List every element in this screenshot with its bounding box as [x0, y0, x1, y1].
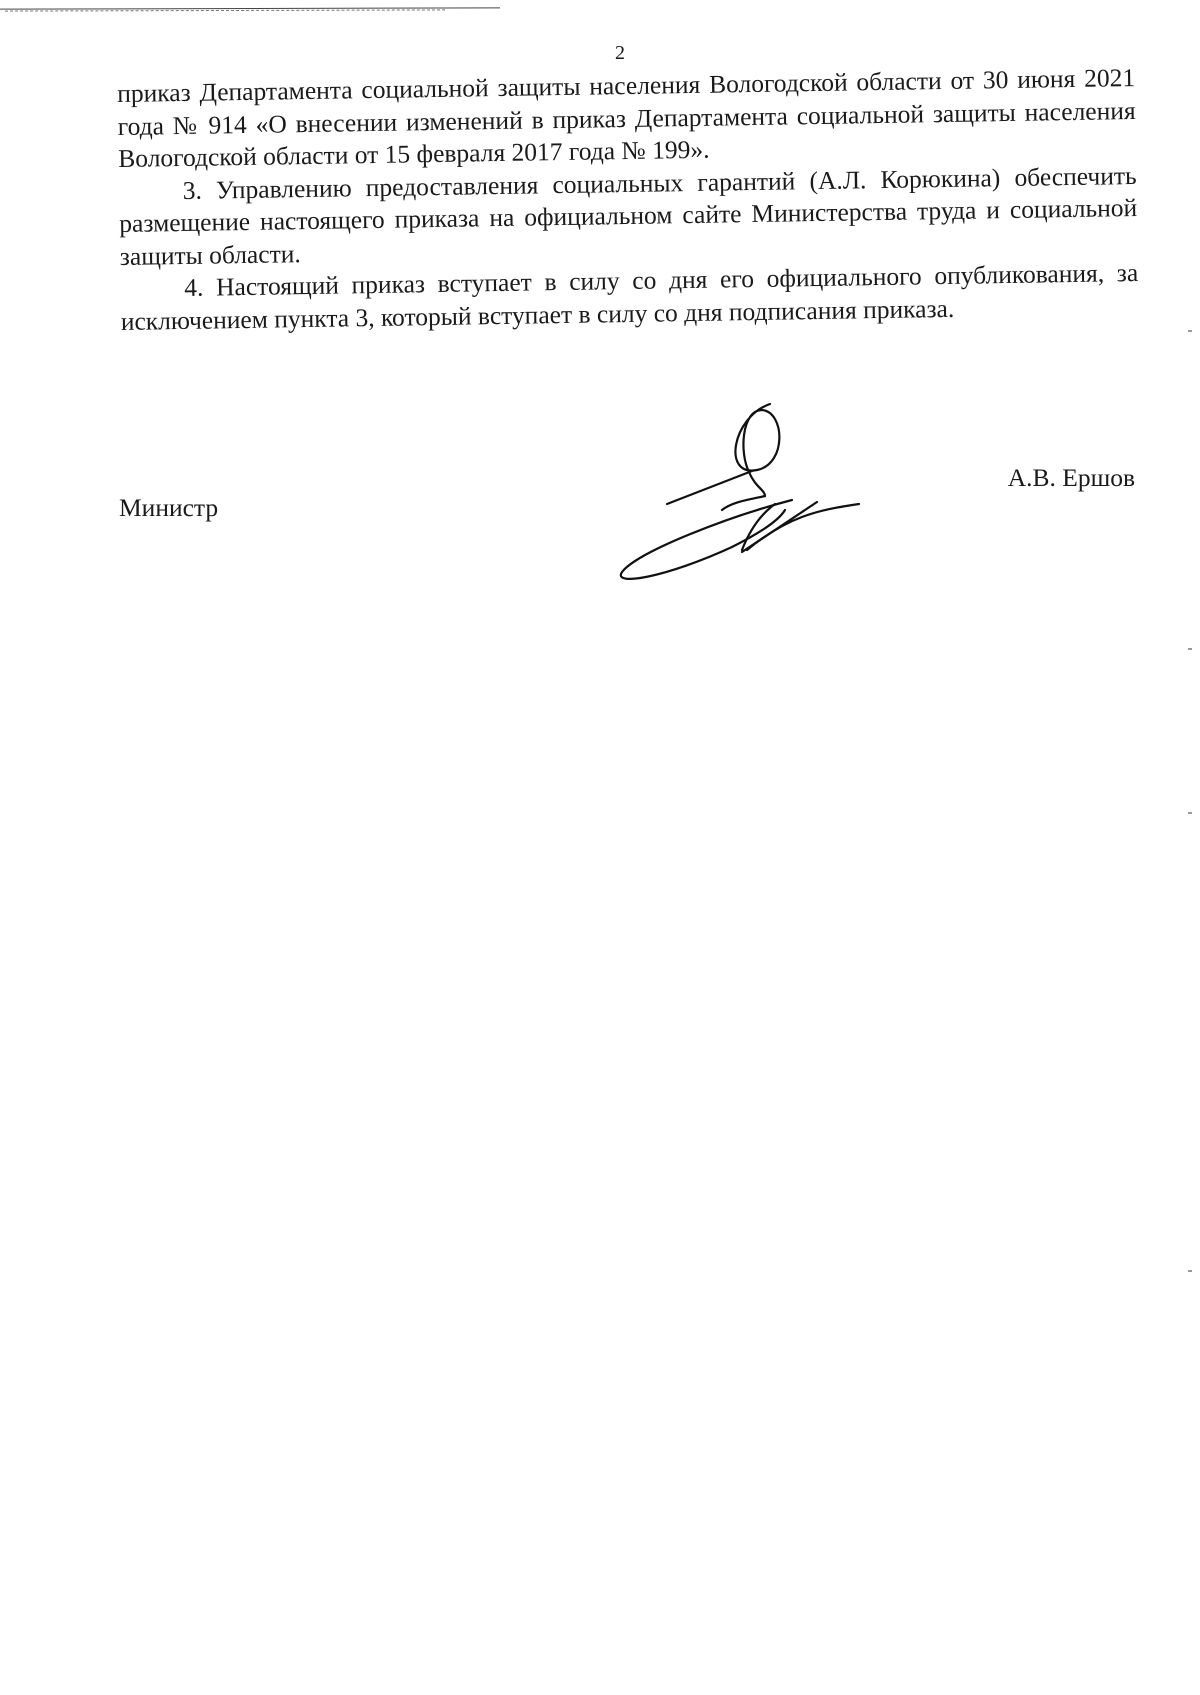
signature-block [117, 460, 1135, 610]
scan-edge-mark [1188, 648, 1192, 650]
document-body [117, 62, 1139, 338]
paragraph-continuation: приказ Департамента социальной защиты населения Вологодской области от 30 июня 2021 года № 914 «О внесении изменений в приказ Департамента социальной защиты населения Вологодской области от 15 февраля 2017 года № 199». [117, 63, 1136, 173]
scan-edge-mark [1188, 812, 1192, 814]
page-number: 2 [615, 42, 625, 64]
signer-name: А.В. Ершов [1007, 463, 1135, 492]
scan-edge-mark [1188, 1270, 1192, 1272]
position-title: Министр [119, 493, 219, 522]
handwritten-signature-icon [517, 392, 897, 592]
paragraph-item-4: 4. Настоящий приказ вступает в силу со дня его официального опубликования, за исключением пункта 3, который вступает в силу со дня подписания приказа. [120, 257, 1139, 336]
paragraph-item-3: 3. Управлению предоставления социальных гарантий (А.Л. Корюкина) обеспечить размещение настоящего приказа на официальном сайте Министерства труда и социальной защиты области. [119, 160, 1138, 271]
scan-edge-mark [1188, 330, 1192, 332]
scan-edge-line-secondary [5, 9, 445, 11]
